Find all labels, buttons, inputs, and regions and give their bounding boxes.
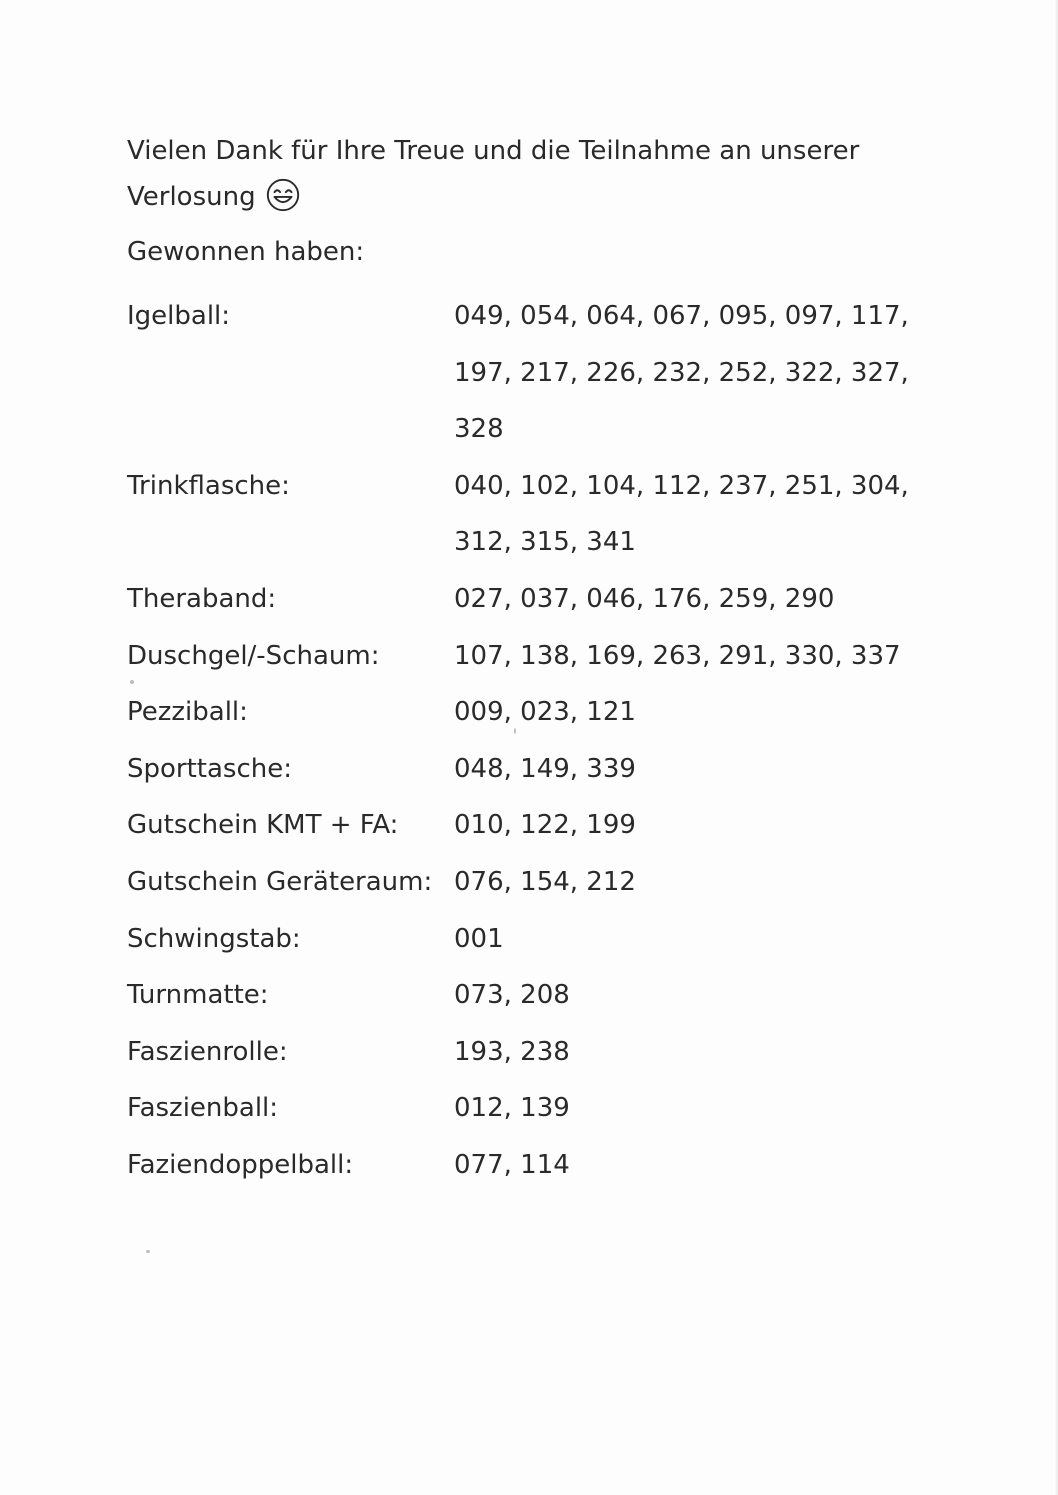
winking-smiley-icon [264, 176, 302, 214]
prize-name: Faszienball: [127, 1093, 279, 1124]
prize-row [127, 571, 927, 628]
winning-numbers [454, 288, 909, 458]
winning-numbers [454, 1137, 904, 1194]
prize-name: Theraband: [127, 583, 277, 614]
winning-numbers [454, 1024, 904, 1081]
winning-numbers-line: 328 [454, 414, 504, 445]
prize-row [127, 797, 927, 854]
scan-dust-mark [146, 1250, 150, 1253]
winning-numbers [454, 741, 904, 798]
winning-numbers-line: 077, 114 [454, 1149, 570, 1180]
winning-numbers-line: 312, 315, 341 [454, 527, 636, 558]
winning-numbers [454, 797, 904, 854]
prize-name: Schwingstab: [127, 923, 301, 954]
winning-numbers-line: 049, 054, 064, 067, 095, 097, 117, [454, 301, 909, 331]
winning-numbers [454, 684, 904, 741]
winning-numbers-line: 012, 139 [454, 1093, 570, 1124]
scan-dust-mark [514, 728, 516, 734]
winning-numbers-line: 197, 217, 226, 232, 252, 322, 327, [454, 357, 909, 388]
prize-row [127, 458, 927, 571]
prize-name: Sporttasche: [127, 753, 293, 784]
winning-numbers-line: 027, 037, 046, 176, 259, 290 [454, 583, 835, 614]
winning-numbers-line: 193, 238 [454, 1036, 570, 1067]
prize-row [127, 684, 927, 741]
prize-row [127, 1137, 927, 1194]
winning-numbers-line: 076, 154, 212 [454, 866, 636, 897]
prize-row [127, 1080, 927, 1137]
prize-name: Turnmatte: [127, 980, 269, 1011]
winning-numbers [454, 854, 904, 911]
winning-numbers [454, 967, 904, 1024]
prize-table [127, 288, 927, 1194]
winning-numbers-line: 048, 149, 339 [454, 753, 636, 784]
prize-name: Faziendoppelball: [127, 1149, 354, 1180]
intro-line-2: Verlosung [127, 182, 256, 212]
prize-row [127, 854, 927, 911]
prize-name: Trinkflasche: [127, 470, 290, 501]
prize-name: Pezziball: [127, 697, 248, 728]
prize-row [127, 911, 927, 968]
winning-numbers-line: 073, 208 [454, 980, 570, 1011]
intro-text [127, 128, 927, 220]
winning-numbers [454, 571, 904, 628]
prize-name: Faszienrolle: [127, 1036, 288, 1067]
winning-numbers-line: 010, 122, 199 [454, 810, 636, 841]
prize-name: Gutschein Geräteraum: [127, 866, 433, 897]
prize-row [127, 741, 927, 798]
winners-heading: Gewonnen haben: [127, 237, 365, 267]
prize-name: Gutschein KMT + FA: [127, 810, 399, 841]
winning-numbers [454, 1080, 904, 1137]
winning-numbers [454, 458, 909, 571]
prize-name: Duschgel/-Schaum: [127, 640, 380, 671]
winning-numbers-line: 001 [454, 923, 504, 954]
prize-row [127, 1024, 927, 1081]
prize-row [127, 967, 927, 1024]
prize-row [127, 628, 927, 685]
scan-dust-mark [130, 680, 134, 684]
winning-numbers [454, 628, 904, 685]
intro-line-1: Vielen Dank für Ihre Treue und die Teilnahme an unserer [127, 136, 860, 166]
winning-numbers-line: 009, 023, 121 [454, 697, 636, 728]
winning-numbers [454, 911, 904, 968]
prize-row [127, 288, 927, 458]
prize-name: Igelball: [127, 301, 231, 331]
winning-numbers-line: 107, 138, 169, 263, 291, 330, 337 [454, 640, 901, 671]
winning-numbers-line: 040, 102, 104, 112, 237, 251, 304, [454, 470, 909, 501]
